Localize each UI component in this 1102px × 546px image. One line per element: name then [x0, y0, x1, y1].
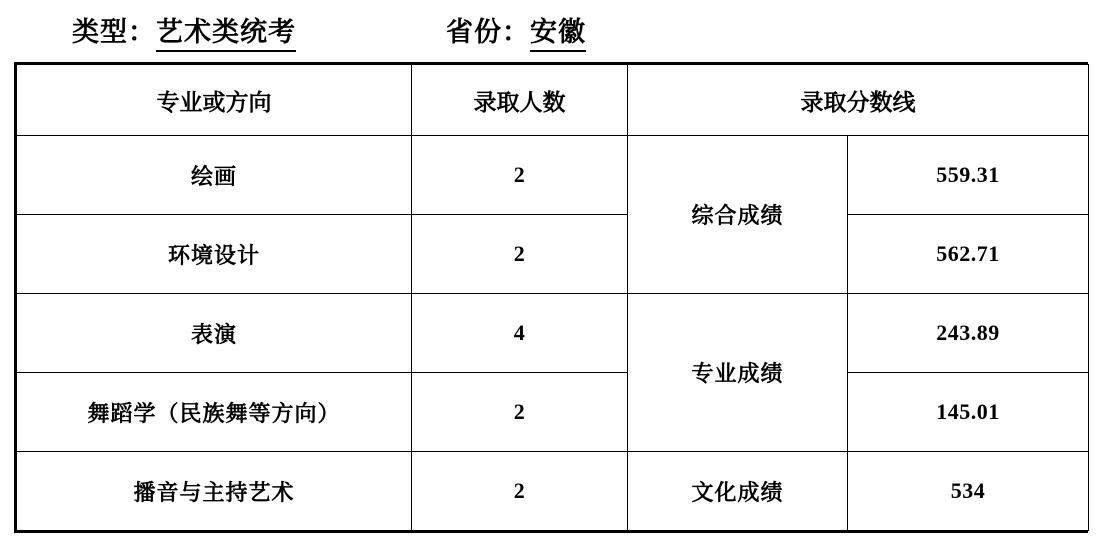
cell-count: 2: [412, 452, 628, 531]
admission-table-wrapper: [14, 62, 1088, 533]
province-group: [446, 10, 586, 52]
column-header-count: 录取人数: [412, 65, 628, 136]
table-row: [17, 136, 1089, 215]
cell-major: 表演: [17, 294, 412, 373]
cell-major: 环境设计: [17, 215, 412, 294]
cell-count: 2: [412, 215, 628, 294]
table-row: [17, 215, 1089, 294]
type-value: 艺术类统考: [156, 10, 296, 52]
cell-score-category: 综合成绩: [628, 136, 848, 294]
type-group: [72, 10, 296, 52]
cell-score-category: 文化成绩: [628, 452, 848, 531]
table-header-row: [17, 65, 1089, 136]
table-row: [17, 294, 1089, 373]
table-row: [17, 452, 1089, 531]
province-label: 省份：: [446, 17, 530, 47]
column-header-score: 录取分数线: [628, 65, 1089, 136]
cell-score-value: 243.89: [848, 294, 1089, 373]
province-value: 安徽: [530, 10, 586, 52]
cell-score-value: 534: [848, 452, 1089, 531]
column-header-major: 专业或方向: [17, 65, 412, 136]
admission-table: [16, 64, 1089, 531]
cell-major: 播音与主持艺术: [17, 452, 412, 531]
type-label: 类型：: [72, 17, 156, 47]
cell-count: 2: [412, 136, 628, 215]
table-row: [17, 373, 1089, 452]
cell-score-value: 145.01: [848, 373, 1089, 452]
cell-score-category: 专业成绩: [628, 294, 848, 452]
cell-major: 绘画: [17, 136, 412, 215]
document-header: [72, 0, 1102, 56]
cell-major: 舞蹈学（民族舞等方向）: [17, 373, 412, 452]
table-body: [17, 136, 1089, 531]
cell-count: 2: [412, 373, 628, 452]
cell-count: 4: [412, 294, 628, 373]
cell-score-value: 562.71: [848, 215, 1089, 294]
cell-score-value: 559.31: [848, 136, 1089, 215]
